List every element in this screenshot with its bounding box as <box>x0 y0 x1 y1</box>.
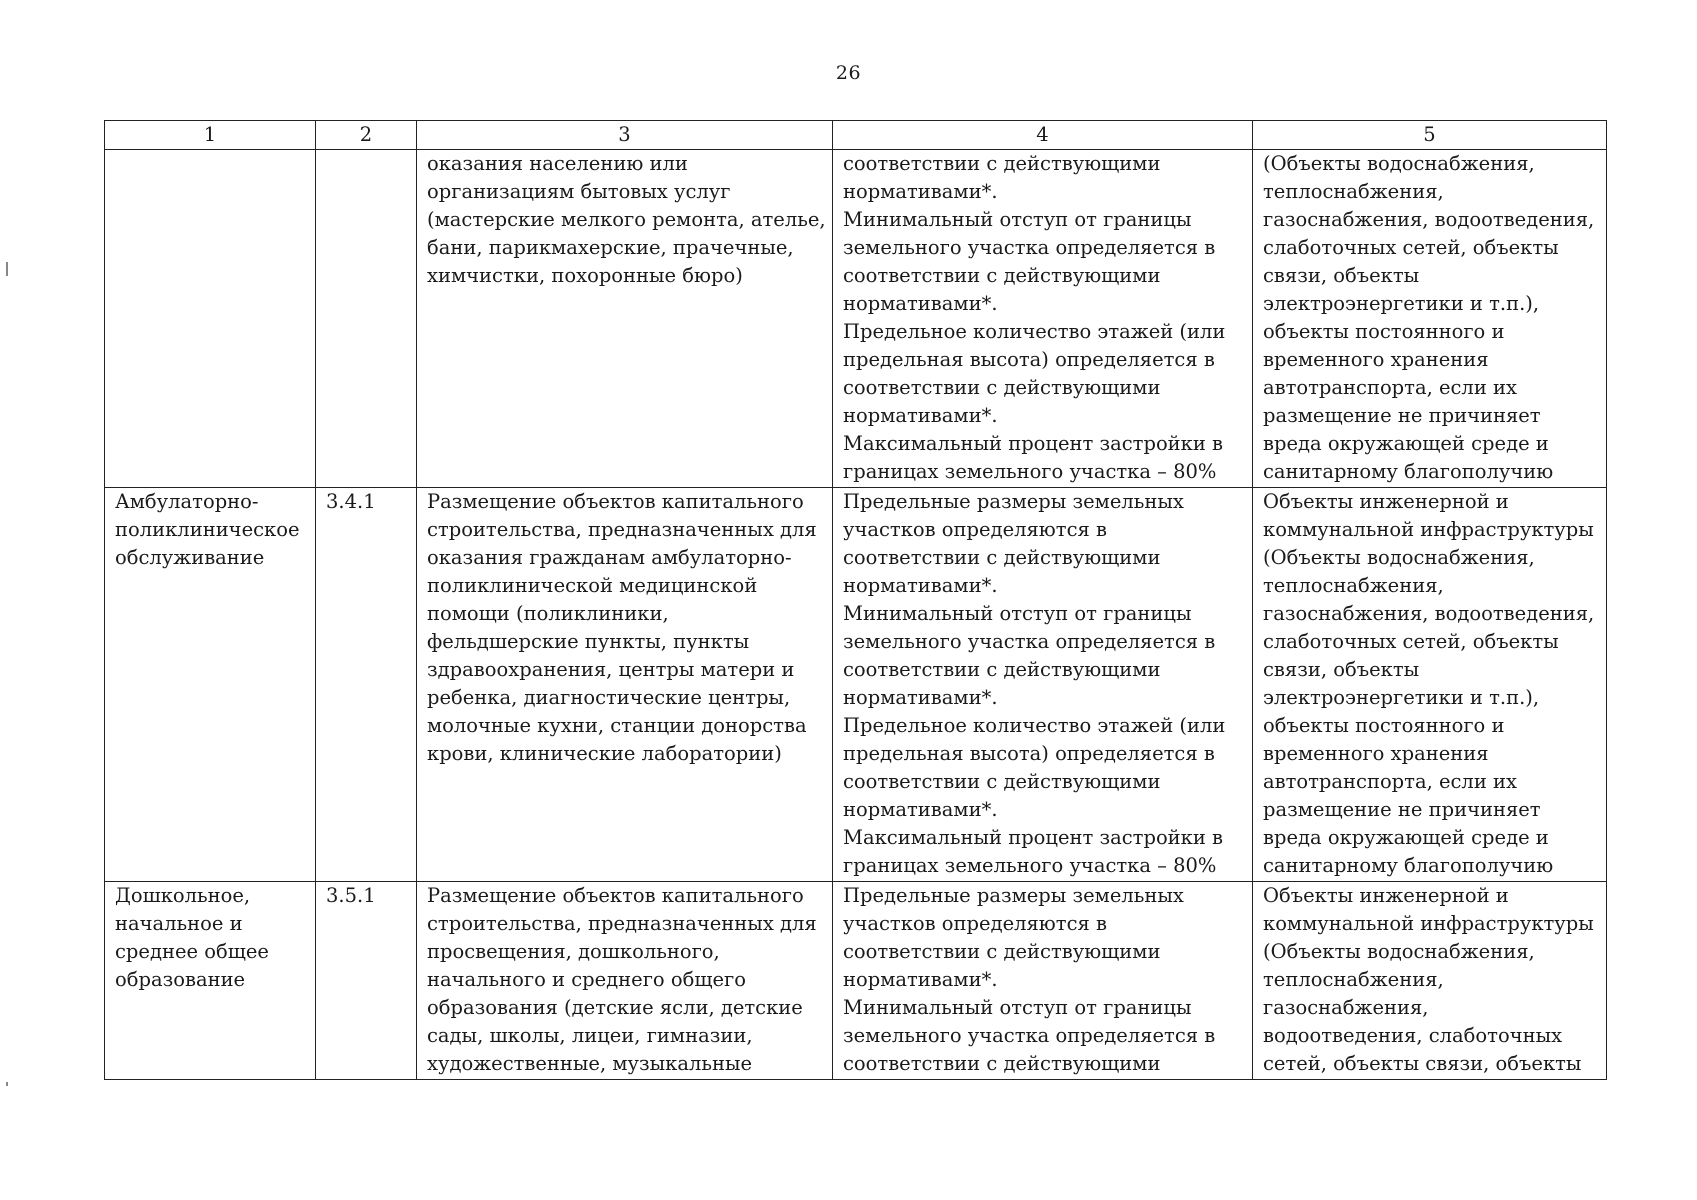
header-col-3: 3 <box>417 121 833 150</box>
cell-text-line: Амбулаторно- <box>115 490 259 513</box>
cell-text-line: соответствии с действующими <box>843 940 1161 963</box>
cell-text-line: нормативами*. <box>843 180 998 203</box>
cell-text-line: строительства, предназначенных для <box>427 518 817 541</box>
cell-text-line: слаботочных сетей, объекты <box>1263 630 1559 653</box>
cell-text-line: теплоснабжения, <box>1263 968 1444 991</box>
cell-text-line: Предельные размеры земельных <box>843 490 1184 513</box>
cell-text-line: Минимальный отступ от границы <box>843 996 1192 1019</box>
cell-text-line: временного хранения <box>1263 348 1489 371</box>
cell-text-line: Предельное количество этажей (или <box>843 714 1226 737</box>
cell-text-line: Максимальный процент застройки в <box>843 432 1224 455</box>
cell-text-line: электроэнергетики и т.п.), <box>1263 292 1540 315</box>
cell-col-5 <box>1253 150 1607 488</box>
cell-text-line: вреда окружающей среде и <box>1263 826 1549 849</box>
cell-text-line: помощи (поликлиники, <box>427 602 669 625</box>
cell-text-line: образование <box>115 968 246 991</box>
cell-col-2 <box>316 488 417 882</box>
cell-text-line: газоснабжения, водоотведения, <box>1263 208 1595 231</box>
cell-text-line: Предельные размеры земельных <box>843 884 1184 907</box>
cell-text-line: газоснабжения, водоотведения, <box>1263 602 1595 625</box>
table-row <box>105 882 1607 1080</box>
cell-col-1 <box>105 150 316 488</box>
cell-text-line: участков определяются в <box>843 912 1107 935</box>
cell-text-line: соответствии с действующими <box>843 1052 1161 1075</box>
cell-text-line: автотранспорта, если их <box>1263 376 1518 399</box>
document-table <box>104 120 1607 1080</box>
header-col-5: 5 <box>1253 121 1607 150</box>
cell-text-line: здравоохранения, центры матери и <box>427 658 795 681</box>
cell-text-line: электроэнергетики и т.п.), <box>1263 686 1540 709</box>
cell-text-line: нормативами*. <box>843 292 998 315</box>
cell-text-line: слаботочных сетей, объекты <box>1263 236 1559 259</box>
cell-text-line: (Объекты водоснабжения, <box>1263 152 1535 175</box>
cell-col-3 <box>417 882 833 1080</box>
cell-text-line: газоснабжения, <box>1263 996 1429 1019</box>
cell-text-line: участков определяются в <box>843 518 1107 541</box>
cell-text-line: нормативами*. <box>843 798 998 821</box>
cell-text-line: сады, школы, лицеи, гимназии, <box>427 1024 753 1047</box>
header-row <box>105 121 1607 150</box>
cell-col-5 <box>1253 488 1607 882</box>
cell-text-line: соответствии с действующими <box>843 264 1161 287</box>
cell-text-line: Объекты инженерной и <box>1263 490 1509 513</box>
header-col-1: 1 <box>105 121 316 150</box>
cell-code: 3.5.1 <box>326 884 376 907</box>
cell-text-line: коммунальной инфраструктуры <box>1263 518 1594 541</box>
cell-text-line: границах земельного участка – 80% <box>843 854 1217 877</box>
cell-text-line: водоотведения, слаботочных <box>1263 1024 1563 1047</box>
cell-text-line: Минимальный отступ от границы <box>843 602 1192 625</box>
cell-col-3 <box>417 150 833 488</box>
cell-text-line: связи, объекты <box>1263 264 1420 287</box>
cell-text-line: (мастерские мелкого ремонта, ателье, <box>427 208 826 231</box>
cell-text-line: организациям бытовых услуг <box>427 180 731 203</box>
cell-text-line: Минимальный отступ от границы <box>843 208 1192 231</box>
scan-margin-mark-bottom <box>6 1082 8 1086</box>
cell-text-line: размещение не причиняет <box>1263 798 1541 821</box>
cell-col-5 <box>1253 882 1607 1080</box>
cell-text-line: предельная высота) определяется в <box>843 348 1215 371</box>
cell-text-line: теплоснабжения, <box>1263 574 1444 597</box>
cell-text-line: вреда окружающей среде и <box>1263 432 1549 455</box>
cell-text-line: (Объекты водоснабжения, <box>1263 546 1535 569</box>
cell-text-line: художественные, музыкальные <box>427 1052 753 1075</box>
cell-text-line: Размещение объектов капитального <box>427 490 804 513</box>
table-row <box>105 150 1607 488</box>
cell-text-line: образования (детские ясли, детские <box>427 996 803 1019</box>
table-body <box>105 150 1607 1080</box>
cell-text-line: соответствии с действующими <box>843 152 1161 175</box>
table-row <box>105 488 1607 882</box>
cell-text-line: земельного участка определяется в <box>843 236 1216 259</box>
cell-text-line: санитарному благополучию <box>1263 854 1554 877</box>
cell-text-line: объекты постоянного и <box>1263 714 1505 737</box>
cell-text-line: поликлиническое <box>115 518 300 541</box>
cell-col-4 <box>833 488 1253 882</box>
cell-text-line: Дошкольное, <box>115 884 251 907</box>
cell-col-2 <box>316 882 417 1080</box>
cell-text-line: временного хранения <box>1263 742 1489 765</box>
cell-text-line: связи, объекты <box>1263 658 1420 681</box>
cell-text-line: размещение не причиняет <box>1263 404 1541 427</box>
cell-text-line: Максимальный процент застройки в <box>843 826 1224 849</box>
cell-text-line: автотранспорта, если их <box>1263 770 1518 793</box>
cell-text-line: обслуживание <box>115 546 265 569</box>
cell-text-line: Объекты инженерной и <box>1263 884 1509 907</box>
cell-code: 3.4.1 <box>326 490 376 513</box>
cell-text-line: соответствии с действующими <box>843 770 1161 793</box>
cell-text-line: границах земельного участка – 80% <box>843 460 1217 483</box>
cell-text-line: начального и среднего общего <box>427 968 746 991</box>
header-col-4: 4 <box>833 121 1253 150</box>
cell-col-4 <box>833 882 1253 1080</box>
cell-col-4 <box>833 150 1253 488</box>
cell-text-line: теплоснабжения, <box>1263 180 1444 203</box>
cell-col-2 <box>316 150 417 488</box>
cell-text-line: оказания населению или <box>427 152 688 175</box>
cell-text-line: земельного участка определяется в <box>843 1024 1216 1047</box>
cell-text-line: (Объекты водоснабжения, <box>1263 940 1535 963</box>
cell-text-line: крови, клинические лаборатории) <box>427 742 782 765</box>
cell-text-line: нормативами*. <box>843 574 998 597</box>
cell-text-line: сетей, объекты связи, объекты <box>1263 1052 1582 1075</box>
cell-text-line: Размещение объектов капитального <box>427 884 804 907</box>
cell-text-line: объекты постоянного и <box>1263 320 1505 343</box>
header-col-2: 2 <box>316 121 417 150</box>
cell-text-line: нормативами*. <box>843 968 998 991</box>
cell-text-line: коммунальной инфраструктуры <box>1263 912 1594 935</box>
cell-text-line: соответствии с действующими <box>843 376 1161 399</box>
cell-text-line: фельдшерские пункты, пункты <box>427 630 750 653</box>
cell-text-line: Предельное количество этажей (или <box>843 320 1226 343</box>
cell-text-line: химчистки, похоронные бюро) <box>427 264 743 287</box>
cell-text-line: земельного участка определяется в <box>843 630 1216 653</box>
cell-text-line: бани, парикмахерские, прачечные, <box>427 236 794 259</box>
page-number: 26 <box>835 62 862 84</box>
cell-col-1 <box>105 488 316 882</box>
cell-text-line: ребенка, диагностические центры, <box>427 686 791 709</box>
cell-text-line: молочные кухни, станции донорства <box>427 714 807 737</box>
cell-text-line: среднее общее <box>115 940 269 963</box>
cell-text-line: санитарному благополучию <box>1263 460 1554 483</box>
cell-text-line: нормативами*. <box>843 686 998 709</box>
scan-margin-mark-top <box>6 262 8 276</box>
cell-text-line: соответствии с действующими <box>843 546 1161 569</box>
cell-text-line: начальное и <box>115 912 243 935</box>
cell-col-1 <box>105 882 316 1080</box>
cell-text-line: предельная высота) определяется в <box>843 742 1215 765</box>
cell-text-line: нормативами*. <box>843 404 998 427</box>
cell-text-line: поликлинической медицинской <box>427 574 758 597</box>
cell-text-line: оказания гражданам амбулаторно- <box>427 546 792 569</box>
cell-text-line: просвещения, дошкольного, <box>427 940 720 963</box>
cell-text-line: соответствии с действующими <box>843 658 1161 681</box>
cell-text-line: строительства, предназначенных для <box>427 912 817 935</box>
cell-col-3 <box>417 488 833 882</box>
